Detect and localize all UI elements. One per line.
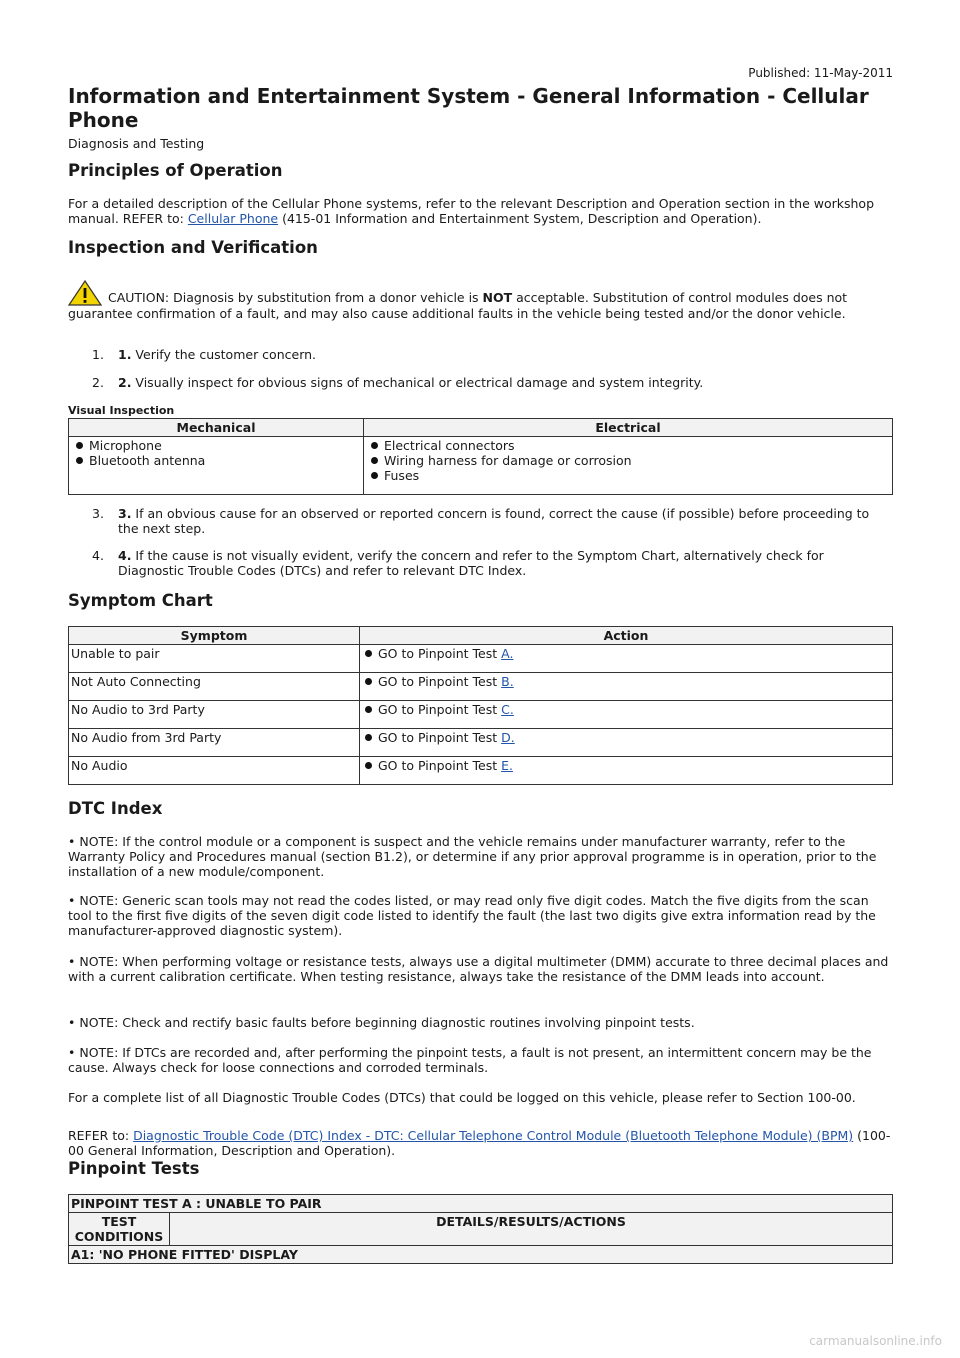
action-text: GO to Pinpoint Test bbox=[378, 646, 502, 661]
list-item: Bluetooth antenna bbox=[73, 453, 359, 468]
symptom-heading: Symptom Chart bbox=[68, 591, 213, 610]
electrical-cell bbox=[364, 437, 893, 495]
dtc-note: • NOTE: When performing voltage or resistance tests, always use a digital multimeter (DMM) accurate to three decimal places and with a current calibration certificate. When testing resistance, always take the resistance of the DMM leads into account. bbox=[68, 954, 889, 984]
step-number: 1. bbox=[92, 347, 104, 362]
dtc-refer-after: (100-00 General Information, Description and Operation). bbox=[68, 1128, 891, 1158]
table-row bbox=[69, 645, 893, 673]
action-cell bbox=[360, 701, 893, 729]
action-cell bbox=[360, 757, 893, 785]
step-text bbox=[118, 375, 888, 390]
cellular-phone-link[interactable]: Cellular Phone bbox=[187, 211, 279, 226]
caution-text bbox=[68, 280, 893, 321]
list-item bbox=[362, 730, 890, 745]
symptom-cell: No Audio to 3rd Party bbox=[69, 701, 360, 729]
step-body: Visually inspect for obvious signs of mechanical or electrical damage and system integrity. bbox=[131, 375, 704, 390]
published-date: Published: 11-May-2011 bbox=[748, 66, 893, 80]
dtc-refer bbox=[68, 1128, 893, 1158]
pinpoint-table-title: PINPOINT TEST A : UNABLE TO PAIR bbox=[69, 1195, 893, 1213]
action-header: Action bbox=[360, 627, 893, 645]
mechanical-cell bbox=[69, 437, 364, 495]
principles-heading: Principles of Operation bbox=[68, 161, 283, 180]
list-item: Microphone bbox=[73, 438, 359, 453]
details-header: DETAILS/RESULTS/ACTIONS bbox=[170, 1213, 893, 1246]
pinpoint-test-e-link[interactable]: E. bbox=[501, 758, 513, 773]
list-item: Wiring harness for damage or corrosion bbox=[368, 453, 888, 468]
list-item bbox=[362, 646, 890, 661]
list-item bbox=[362, 674, 890, 689]
step-text bbox=[118, 548, 888, 578]
pinpoint-test-a-link[interactable]: A. bbox=[501, 646, 514, 661]
pinpoint-step-a1: A1: 'NO PHONE FITTED' DISPLAY bbox=[69, 1246, 893, 1264]
warning-triangle-icon bbox=[68, 280, 102, 306]
principles-text-before: For a detailed description of the Cellular Phone systems, refer to the relevant Description and Operation section in the workshop manual. REFER to: bbox=[68, 196, 875, 226]
watermark: carmanualsonline.info bbox=[809, 1334, 942, 1348]
dtc-note: • NOTE: Check and rectify basic faults before beginning diagnostic routines involving pinpoint tests. bbox=[68, 1015, 695, 1030]
symptom-cell: Unable to pair bbox=[69, 645, 360, 673]
symptom-cell: Not Auto Connecting bbox=[69, 673, 360, 701]
pinpoint-test-d-link[interactable]: D. bbox=[501, 730, 515, 745]
caution-text-before: CAUTION: Diagnosis by substitution from a donor vehicle is bbox=[104, 290, 483, 305]
inspection-heading: Inspection and Verification bbox=[68, 238, 318, 257]
step-bold: 4. bbox=[118, 548, 132, 563]
step-bold: 3. bbox=[118, 506, 132, 521]
list-item bbox=[362, 702, 890, 717]
pinpoint-test-b-link[interactable]: B. bbox=[501, 674, 514, 689]
list-item bbox=[362, 758, 890, 773]
pinpoint-heading: Pinpoint Tests bbox=[68, 1159, 200, 1178]
symptom-cell: No Audio from 3rd Party bbox=[69, 729, 360, 757]
visual-inspection-label: Visual Inspection bbox=[68, 404, 175, 417]
mechanical-header: Mechanical bbox=[69, 419, 364, 437]
dtc-complete-list: For a complete list of all Diagnostic Trouble Codes (DTCs) that could be logged on this vehicle, please refer to Section 100-00. bbox=[68, 1090, 856, 1105]
table-row bbox=[69, 673, 893, 701]
action-cell bbox=[360, 729, 893, 757]
test-conditions-header: TEST CONDITIONS bbox=[69, 1213, 170, 1246]
dtc-heading: DTC Index bbox=[68, 799, 163, 818]
step-number: 3. bbox=[92, 506, 104, 521]
table-row bbox=[69, 757, 893, 785]
page-footer bbox=[0, 1318, 960, 1358]
symptom-cell: No Audio bbox=[69, 757, 360, 785]
caution-not: NOT bbox=[482, 290, 513, 305]
pinpoint-test-a-table bbox=[68, 1194, 893, 1264]
principles-text-after: (415-01 Information and Entertainment System, Description and Operation). bbox=[278, 211, 762, 226]
action-text: GO to Pinpoint Test bbox=[378, 674, 502, 689]
step-text bbox=[118, 506, 888, 536]
step-bold: 2. bbox=[118, 375, 132, 390]
caution-text-after: acceptable. Substitution of control modules does not guarantee confirmation of a fault, and may also cause additional faults in the vehicle being tested and/or the donor vehicle. bbox=[68, 290, 848, 321]
list-item: Electrical connectors bbox=[368, 438, 888, 453]
title-block bbox=[68, 84, 893, 151]
table-row bbox=[69, 701, 893, 729]
step-body: Verify the customer concern. bbox=[131, 347, 317, 362]
pinpoint-test-c-link[interactable]: C. bbox=[501, 702, 514, 717]
step-body: If an obvious cause for an observed or reported concern is found, correct the cause (if possible) before proceeding to the next step. bbox=[118, 506, 870, 536]
action-text: GO to Pinpoint Test bbox=[378, 730, 502, 745]
dtc-note: • NOTE: If the control module or a component is suspect and the vehicle remains under manufacturer warranty, refer to the Warranty Policy and Procedures manual (section B1.2), or determine if any prior approval programme is in operation, prior to the installation of a new module/component. bbox=[68, 834, 877, 879]
action-text: GO to Pinpoint Test bbox=[378, 758, 502, 773]
action-cell bbox=[360, 645, 893, 673]
dtc-index-link[interactable]: Diagnostic Trouble Code (DTC) Index - DTC: Cellular Telephone Control Module (Bluetooth Telephone Module) (BPM) bbox=[133, 1128, 854, 1143]
step-number: 4. bbox=[92, 548, 104, 563]
principles-text bbox=[68, 196, 893, 226]
dtc-note: • NOTE: Generic scan tools may not read the codes listed, or may read only five digit codes. Match the five digits from the scan tool to the first five digits of the seven digit code listed to identify the fault (the last two digits give extra information read by the manufacturer-approved diagnostic system). bbox=[68, 893, 876, 938]
dtc-note: • NOTE: If DTCs are recorded and, after performing the pinpoint tests, a fault is not present, an intermittent concern may be the cause. Always check for loose connections and corroded terminals. bbox=[68, 1045, 872, 1075]
symptom-chart-table bbox=[68, 626, 893, 785]
symptom-header: Symptom bbox=[69, 627, 360, 645]
page-subtitle: Diagnosis and Testing bbox=[68, 136, 205, 151]
visual-inspection-table bbox=[68, 418, 893, 495]
step-body: If the cause is not visually evident, verify the concern and refer to the Symptom Chart, alternatively check for Diagnostic Trouble Codes (DTCs) and refer to relevant DTC Index. bbox=[118, 548, 824, 578]
action-text: GO to Pinpoint Test bbox=[378, 702, 502, 717]
dtc-refer-before: REFER to: bbox=[68, 1128, 134, 1143]
page-title: Information and Entertainment System - General Information - Cellular Phone bbox=[68, 84, 869, 132]
step-bold: 1. bbox=[118, 347, 132, 362]
step-number: 2. bbox=[92, 375, 104, 390]
step-text bbox=[118, 347, 888, 362]
table-row bbox=[69, 729, 893, 757]
action-cell bbox=[360, 673, 893, 701]
electrical-header: Electrical bbox=[364, 419, 893, 437]
list-item: Fuses bbox=[368, 468, 888, 483]
